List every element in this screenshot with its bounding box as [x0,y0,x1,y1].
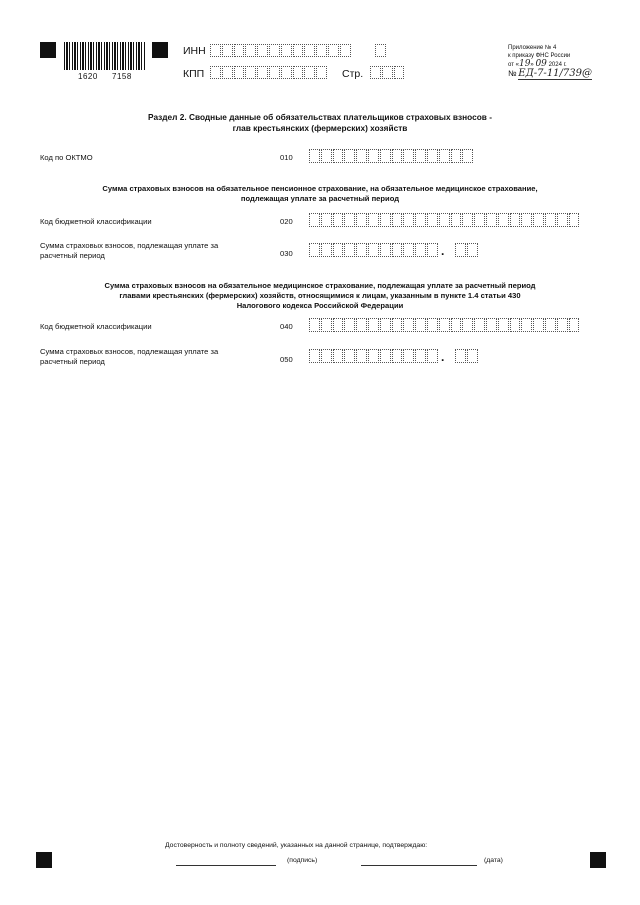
date-line[interactable] [361,865,477,866]
appendix-line-2: к приказу ФНС России [508,53,571,59]
group2-heading-line-3: Налогового кодекса Российской Федерации [236,301,404,310]
group1-heading-line-2: подлежащая уплате за расчетный период [240,194,400,203]
sum2-label-line-2: расчетный период [40,357,105,366]
sum2-fraction-field[interactable] [455,349,479,363]
sum2-line-code: 050 [280,355,293,364]
section-title [60,112,580,134]
group2-heading-line-2: главами крестьянских (фермерских) хозяйств, относящимися к лицам, указанным в пункте 1.4 статьи 430 [119,291,521,300]
kpp-field[interactable] [210,66,328,79]
sum2-integer-field[interactable] [309,349,439,363]
form-barcode [64,42,146,70]
sum1-fraction-field[interactable] [455,243,479,257]
sum1-line-code: 030 [280,249,293,258]
sum1-label-line-2: расчетный период [40,251,105,260]
signature-line[interactable] [176,865,276,866]
barcode-number-right: 7158 [112,72,132,81]
kbk2-label: Код бюджетной классификации [40,322,152,331]
kbk2-line-code: 040 [280,322,293,331]
sum1-decimal-point: . [441,244,445,258]
group1-heading-line-1: Сумма страховых взносов на обязательное пенсионное страхование, на обязательное медицинское страхование, [102,184,538,193]
appendix-block [508,44,592,79]
sum1-label-line-1: Сумма страховых взносов, подлежащая уплате за [40,241,219,250]
sum2-label-line-1: Сумма страховых взносов, подлежащая уплате за [40,347,219,356]
appendix-day: 19 [518,59,531,69]
oktmo-field[interactable] [309,149,474,163]
oktmo-label: Код по ОКТМО [40,153,93,162]
appendix-number-line [508,70,592,79]
sum1-integer-field[interactable] [309,243,439,257]
group1-heading [40,184,600,204]
page-label: Стр. [342,68,364,80]
signature-caption: (подпись) [287,857,318,864]
confirmation-text: Достоверность и полноту сведений, указанных на данной странице, подтверждаю: [165,842,428,849]
section-title-line-1: Раздел 2. Сводные данные об обязательствах плательщиков страховых взносов - [148,112,492,122]
sum1-label [40,241,218,261]
corner-marker-bottom-right [590,852,606,868]
appendix-month: 09 [535,59,547,69]
group2-heading [40,281,600,311]
group2-heading-line-1: Сумма страховых взносов на обязательное медицинское страхование, подлежащая уплате за расчетный период [104,281,536,290]
kpp-label: КПП [183,68,205,80]
oktmo-line-code: 010 [280,153,293,162]
appendix-year: 2024 г. [548,62,567,68]
page-number-field[interactable] [370,66,405,79]
date-caption: (дата) [484,857,503,864]
kbk1-field[interactable] [309,213,580,227]
kbk2-field[interactable] [309,318,580,332]
corner-marker-bottom-left [36,852,52,868]
kbk1-line-code: 020 [280,217,293,226]
appendix-line-1: Приложение № 4 [508,45,557,51]
section-title-line-2: глав крестьянских (фермерских) хозяйств [232,123,408,133]
inn-field[interactable] [210,44,387,57]
corner-marker-top-barcode [152,42,168,58]
kbk1-label: Код бюджетной классификации [40,217,152,226]
appendix-number: ЕД-7-11/739@ [518,68,592,79]
sum2-label [40,347,218,367]
inn-label: ИНН [183,45,206,57]
appendix-number-prefix: № [508,69,517,78]
appendix-date-mid: » [530,62,534,68]
sum2-decimal-point: . [441,350,445,364]
corner-marker-top-left [40,42,56,58]
appendix-date-prefix: от « [508,62,519,68]
barcode-number-left: 1620 [78,72,98,81]
